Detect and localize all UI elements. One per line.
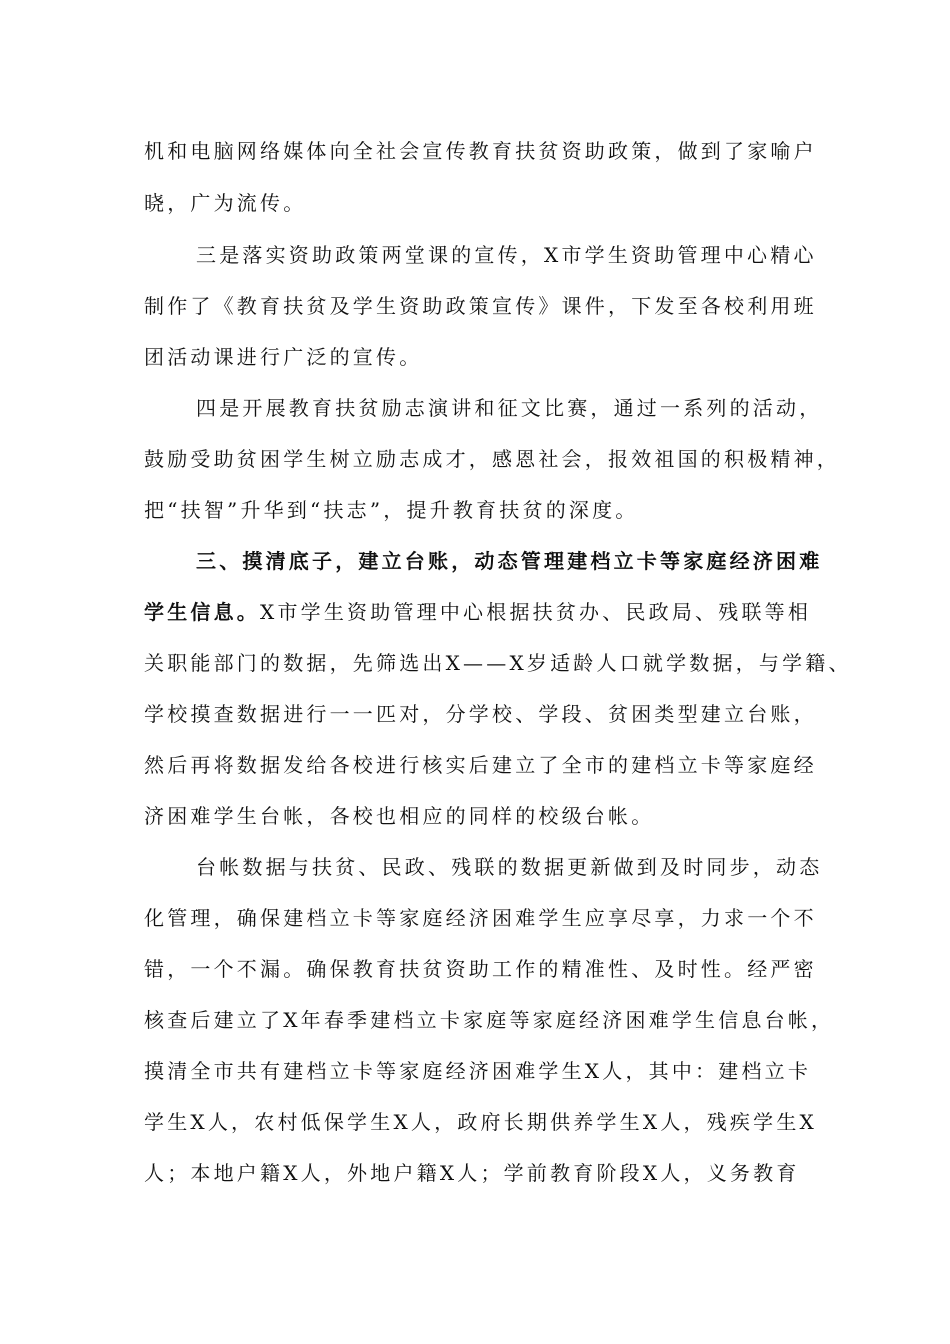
text-line: 机和电脑网络媒体向全社会宣传教育扶贫资助政策，做到了家喻户 <box>144 139 817 163</box>
text-line: 人；本地户籍X人，外地户籍X人；学前教育阶段X人，义务教育 <box>144 1161 800 1185</box>
paragraph-first-line: 三是落实资助政策两堂课的宣传，X市学生资助管理中心精心 <box>196 243 817 267</box>
text-line: 济困难学生台帐，各校也相应的同样的校级台帐。 <box>144 804 655 828</box>
text-line: 然后再将数据发给各校进行核实后建立了全市的建档立卡等家庭经 <box>144 753 817 777</box>
text-line <box>144 602 811 622</box>
text-line: 学校摸查数据进行一一匹对，分学校、学段、贫困类型建立台账， <box>144 702 817 726</box>
paragraph-first-line: 四是开展教育扶贫励志演讲和征文比赛，通过一系列的活动， <box>196 396 823 420</box>
text-line: 晓，广为流传。 <box>144 191 307 215</box>
text-line: 制作了《教育扶贫及学生资助政策宣传》课件，下发至各校利用班 <box>144 294 817 318</box>
section-heading-end: 学生信息。 <box>144 600 260 624</box>
text-line: 关职能部门的数据，先筛选出X——X岁适龄人口就学数据，与学籍、 <box>144 651 852 675</box>
text-line: 把“扶智”升华到“扶志”，提升教育扶贫的深度。 <box>144 498 639 522</box>
text-line: 鼓励受助贫困学生树立励志成才，感恩社会，报效祖国的积极精神， <box>144 447 840 471</box>
paragraph-first-line: 台帐数据与扶贫、民政、残联的数据更新做到及时同步，动态 <box>196 855 823 879</box>
text-line: 学生X人，农村低保学生X人，政府长期供养学生X人，残疾学生X <box>144 1110 817 1134</box>
text-line: 错，一个不漏。确保教育扶贫资助工作的精准性、及时性。经严密 <box>144 957 817 981</box>
text-line: 核查后建立了X年春季建档立卡家庭等家庭经济困难学生信息台帐， <box>144 1008 835 1032</box>
text-line: 团活动课进行广泛的宣传。 <box>144 345 423 369</box>
text-line: 化管理，确保建档立卡等家庭经济困难学生应享尽享，力求一个不 <box>144 906 817 930</box>
text-run: X市学生资助管理中心根据扶贫办、民政局、残联等相 <box>260 600 812 624</box>
text-line: 摸清全市共有建档立卡等家庭经济困难学生X人，其中：建档立卡 <box>144 1059 812 1083</box>
section-heading: 三、摸清底子，建立台账，动态管理建档立卡等家庭经济困难 <box>196 549 823 573</box>
